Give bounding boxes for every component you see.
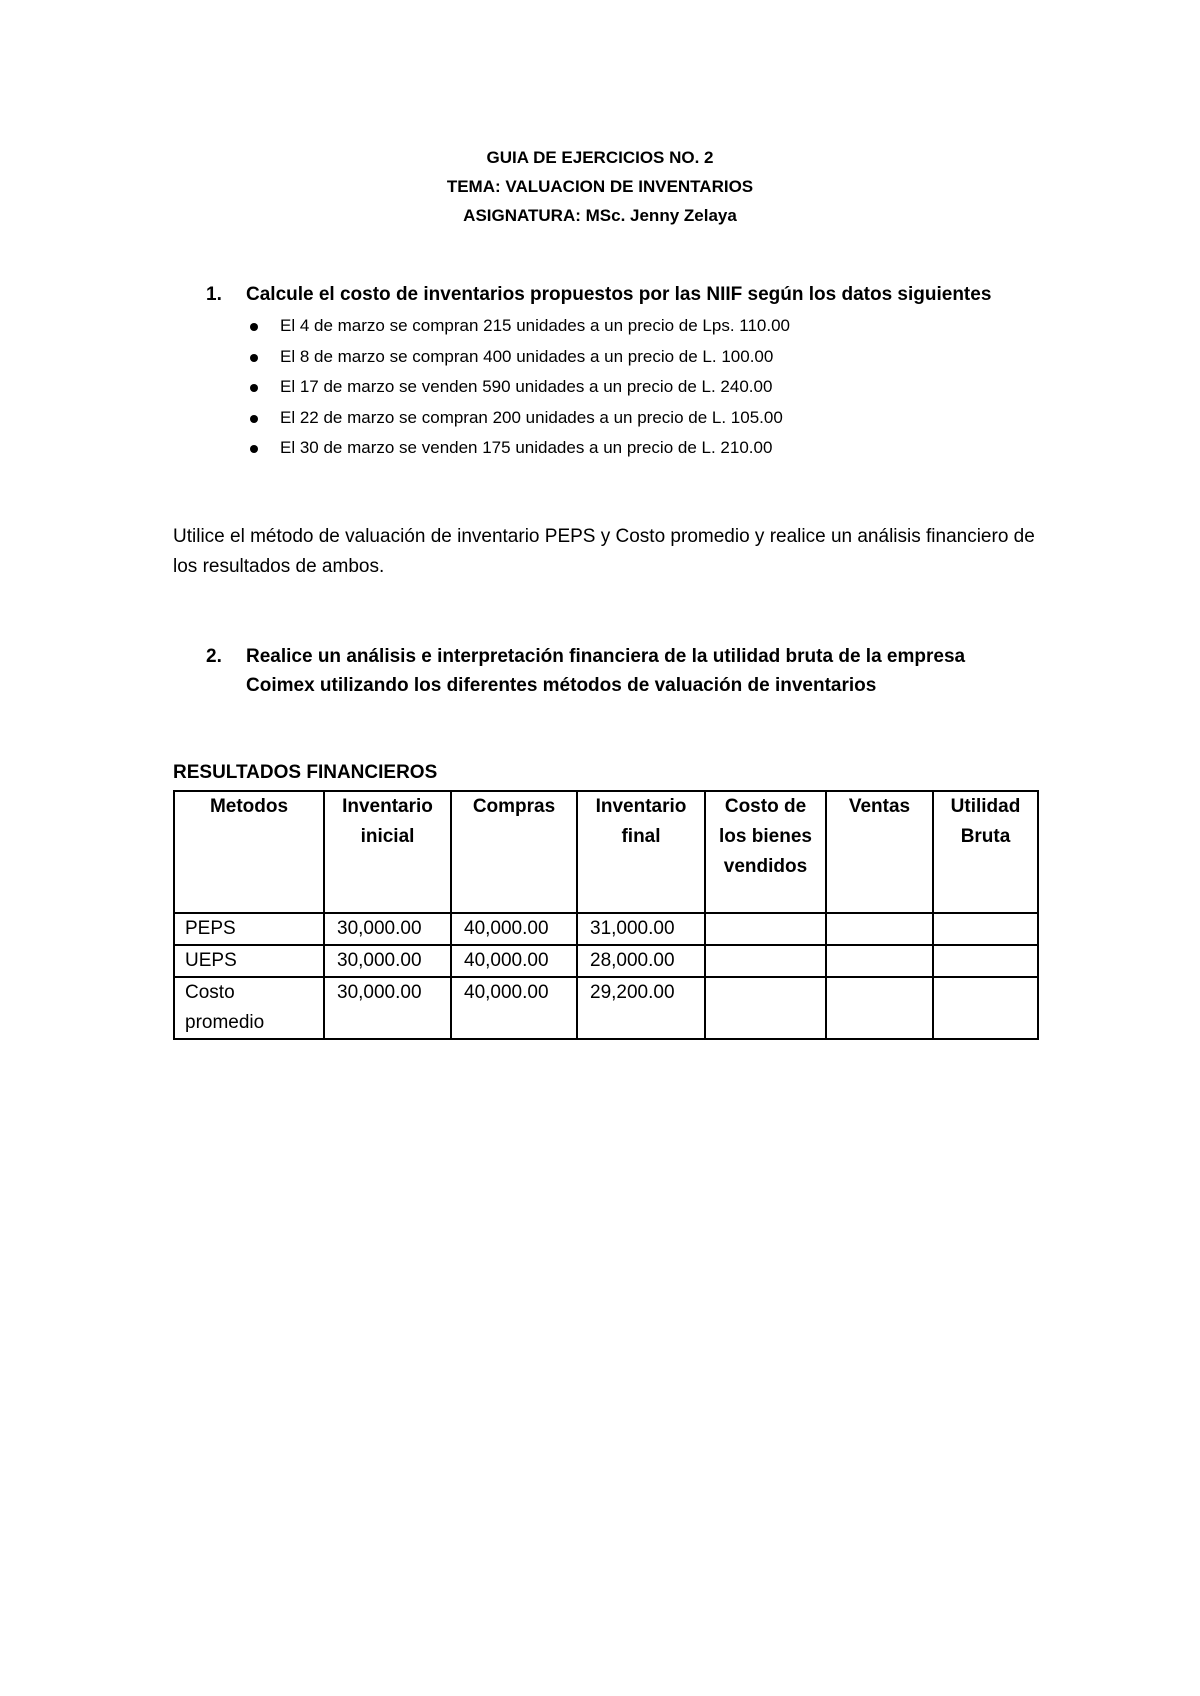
bullet-icon	[250, 445, 258, 453]
table-cell: 30,000.00	[324, 913, 451, 945]
table-cell: Costo promedio	[174, 977, 324, 1039]
list-item: El 4 de marzo se compran 215 unidades a un precio de Lps. 110.00	[200, 311, 1040, 342]
table-cell	[705, 913, 826, 945]
table-cell: 40,000.00	[451, 913, 577, 945]
table-cell: 29,200.00	[577, 977, 705, 1039]
table-row	[174, 977, 1038, 1039]
question-1	[200, 280, 1040, 464]
question-1-text: Calcule el costo de inventarios propuestos por las NIIF según los datos siguientes	[246, 284, 992, 305]
question-2-number: 2.	[206, 646, 222, 667]
question-1-number: 1.	[206, 284, 222, 305]
list-item: El 8 de marzo se compran 400 unidades a un precio de L. 100.00	[200, 342, 1040, 373]
column-header-gross-profit: Utilidad Bruta	[933, 791, 1038, 913]
question-2-text: Realice un análisis e interpretación financiera de la utilidad bruta de la empresa Coimex utilizando los diferentes métodos de valuación de inventarios	[246, 646, 966, 696]
table-cell	[705, 977, 826, 1039]
table-cell	[933, 945, 1038, 977]
bullet-icon	[250, 384, 258, 392]
table-cell: 28,000.00	[577, 945, 705, 977]
table-cell: UEPS	[174, 945, 324, 977]
document-header	[0, 143, 1200, 230]
list-item: El 30 de marzo se venden 175 unidades a un precio de L. 210.00	[200, 433, 1040, 464]
table-cell: 40,000.00	[451, 945, 577, 977]
bullet-icon	[250, 354, 258, 362]
column-header-final-inventory: Inventario final	[577, 791, 705, 913]
table-cell	[826, 977, 933, 1039]
table-cell	[933, 913, 1038, 945]
table-row	[174, 945, 1038, 977]
table-cell: 40,000.00	[451, 977, 577, 1039]
table-cell	[826, 913, 933, 945]
header-subject: ASIGNATURA: MSc. Jenny Zelaya	[463, 206, 737, 225]
results-title: RESULTADOS FINANCIEROS	[173, 762, 438, 783]
table-cell: 30,000.00	[324, 977, 451, 1039]
table-row	[174, 913, 1038, 945]
question-2-title	[200, 642, 1000, 700]
column-header-methods: Metodos	[174, 791, 324, 913]
table-cell	[826, 945, 933, 977]
purchase-sale-list	[200, 311, 1040, 464]
question-2	[200, 642, 1000, 700]
table-cell: PEPS	[174, 913, 324, 945]
list-item: El 17 de marzo se venden 590 unidades a un precio de L. 240.00	[200, 372, 1040, 403]
table-cell	[933, 977, 1038, 1039]
column-header-purchases: Compras	[451, 791, 577, 913]
column-header-sales: Ventas	[826, 791, 933, 913]
column-header-cost-of-goods-sold: Costo de los bienes vendidos	[705, 791, 826, 913]
results-table	[173, 790, 1039, 1040]
bullet-icon	[250, 323, 258, 331]
header-title: GUIA DE EJERCICIOS NO. 2	[486, 148, 714, 167]
header-topic: TEMA: VALUACION DE INVENTARIOS	[446, 177, 754, 196]
instruction-paragraph: Utilice el método de valuación de inventario PEPS y Costo promedio y realice un análisis financiero de los resultados de ambos.	[173, 526, 1035, 577]
table-cell: 30,000.00	[324, 945, 451, 977]
table-cell: 31,000.00	[577, 913, 705, 945]
bullet-icon	[250, 415, 258, 423]
question-1-title	[200, 280, 1040, 309]
table-header-row	[174, 791, 1038, 913]
column-header-initial-inventory: Inventario inicial	[324, 791, 451, 913]
table-cell	[705, 945, 826, 977]
list-item: El 22 de marzo se compran 200 unidades a un precio de L. 105.00	[200, 403, 1040, 434]
